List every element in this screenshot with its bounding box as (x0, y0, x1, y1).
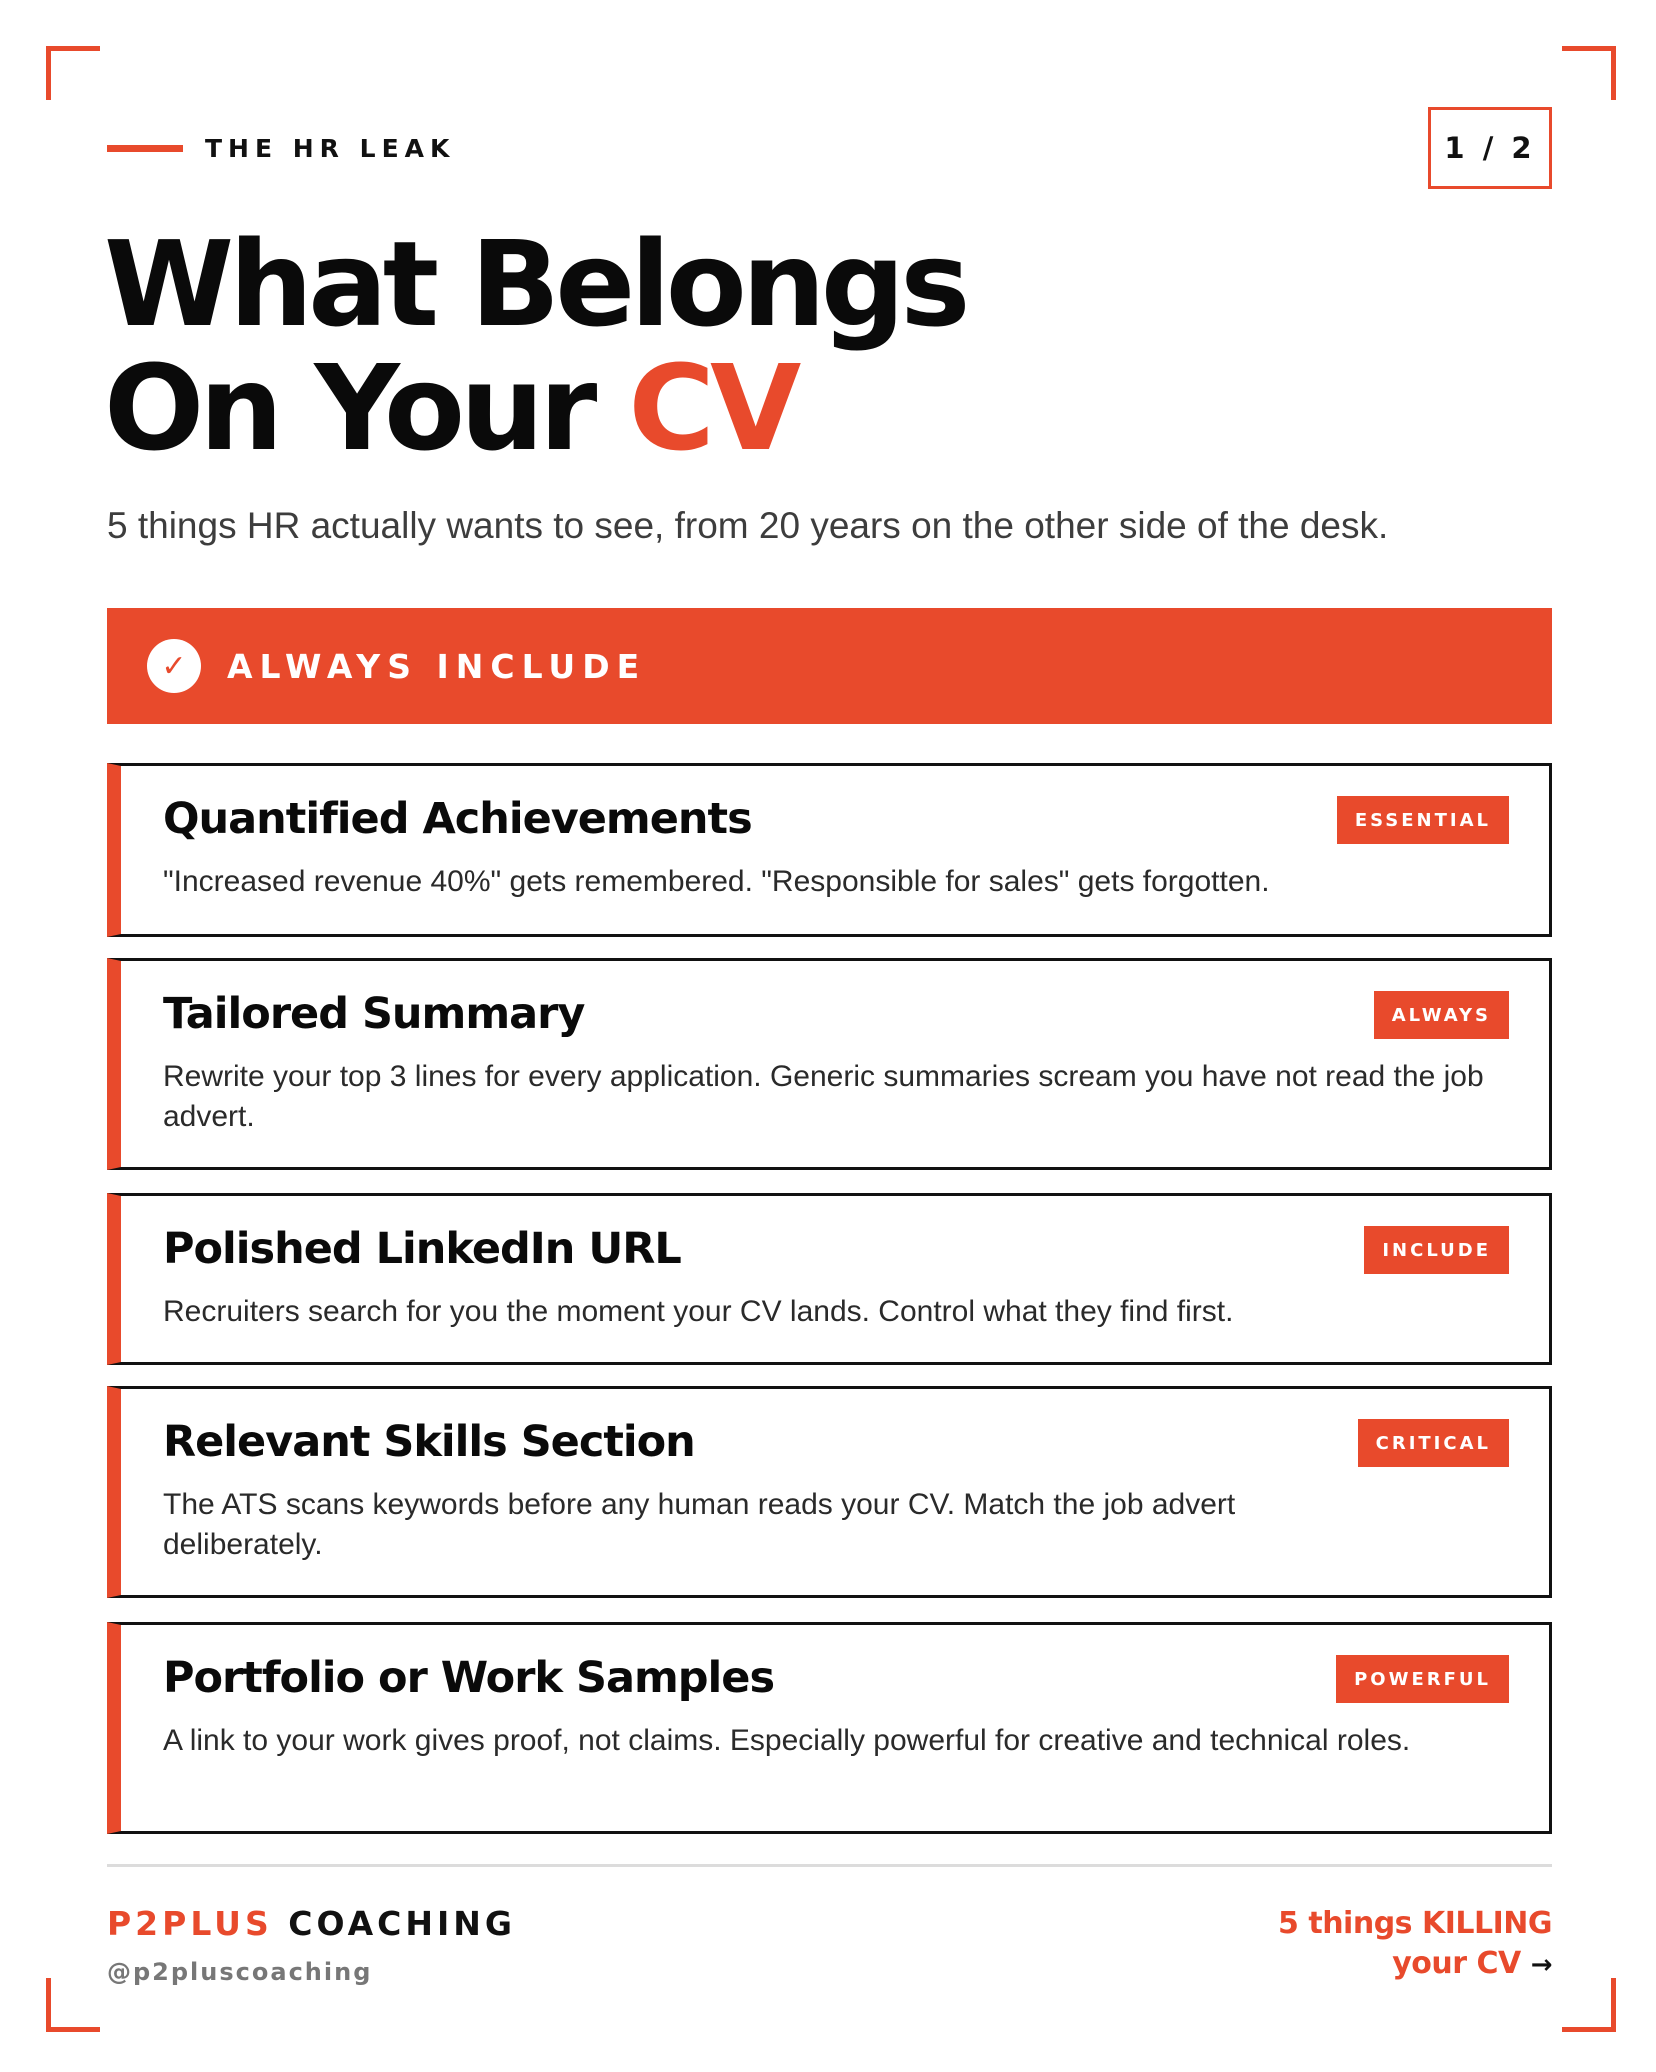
kicker-accent-line (107, 145, 183, 152)
header-kicker (107, 134, 455, 163)
item-badge: INCLUDE (1364, 1226, 1509, 1274)
item-badge: ESSENTIAL (1337, 796, 1509, 844)
title-line-2-prefix: On Your (104, 339, 629, 477)
item-badge: ALWAYS (1374, 991, 1509, 1039)
item-description: A link to your work gives proof, not claims. Especially powerful for creative and technical roles. (163, 1724, 1411, 1757)
page-subtitle: 5 things HR actually wants to see, from 20 years on the other side of the desk. (107, 505, 1389, 546)
title-line-2-accent: CV (628, 339, 797, 477)
item-card (107, 1386, 1552, 1598)
item-title: Relevant Skills Section (163, 1417, 695, 1467)
next-page-line-1: 5 things KILLING (1278, 1906, 1552, 1941)
page-indicator: 1 / 2 (1428, 107, 1552, 189)
page-title (104, 215, 966, 477)
item-description: "Increased revenue 40%" gets remembered. "Responsible for sales" gets forgotten. (163, 865, 1270, 898)
item-description: The ATS scans keywords before any human reads your CV. Match the job advert deliberately. (163, 1488, 1236, 1561)
item-title: Polished LinkedIn URL (163, 1224, 681, 1274)
kicker-text: THE HR LEAK (205, 134, 456, 163)
brand-rest: COACHING (272, 1904, 516, 1943)
item-description: Recruiters search for you the moment your CV lands. Control what they find first. (163, 1295, 1234, 1328)
corner-bracket-top-left (46, 46, 100, 100)
social-handle: @p2pluscoaching (107, 1958, 373, 1986)
next-page-link[interactable] (1278, 1904, 1552, 1985)
item-title: Portfolio or Work Samples (163, 1653, 775, 1703)
corner-bracket-bottom-left (46, 1978, 100, 2032)
arrow-right-icon: → (1530, 1950, 1552, 1980)
item-description: Rewrite your top 3 lines for every application. Generic summaries scream you have not read the job advert. (163, 1060, 1484, 1133)
item-card (107, 1622, 1552, 1834)
item-card (107, 958, 1552, 1170)
brand-accent: P2PLUS (107, 1904, 273, 1943)
corner-bracket-bottom-right (1562, 1978, 1616, 2032)
item-title: Quantified Achievements (163, 794, 752, 844)
item-badge: POWERFUL (1336, 1655, 1509, 1703)
brand-name (107, 1904, 516, 1943)
section-banner-label: ALWAYS INCLUDE (227, 646, 647, 686)
item-title: Tailored Summary (163, 989, 585, 1039)
next-page-line-2: your CV (1392, 1946, 1521, 1981)
check-icon: ✓ (147, 639, 201, 693)
item-card (107, 1193, 1552, 1365)
section-banner (107, 608, 1552, 724)
title-line-1: What Belongs (104, 215, 966, 353)
corner-bracket-top-right (1562, 46, 1616, 100)
item-badge: CRITICAL (1358, 1419, 1509, 1467)
footer-divider (107, 1864, 1552, 1867)
item-card (107, 763, 1552, 937)
